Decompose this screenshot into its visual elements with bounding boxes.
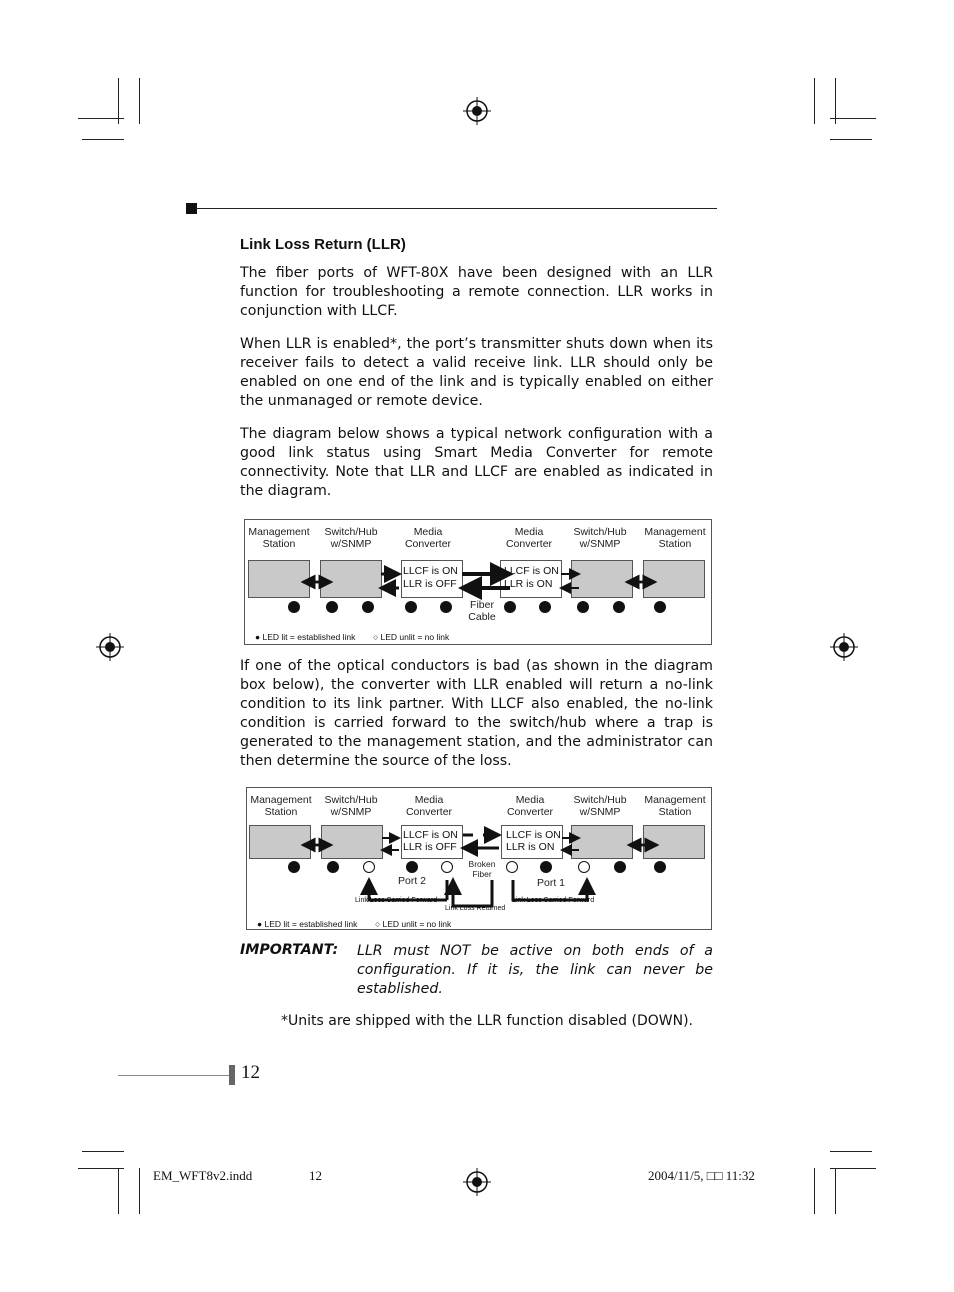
label-management-station: Management Station: [250, 794, 312, 818]
legend-lit: ● LED lit = established link: [257, 919, 358, 929]
diagram-broken-fiber: [246, 787, 712, 930]
slug-page: 12: [309, 1168, 322, 1183]
converter-box: LLCF is ON LLR is OFF: [401, 825, 463, 859]
carried-forward-left: Link Loss Carried Forward: [355, 897, 438, 904]
important-text: LLR must NOT be active on both ends of a configuration. If it is, the link can never be established.: [357, 943, 713, 997]
label-management-station: Management Station: [644, 794, 706, 818]
registration-mark-icon: [462, 1167, 492, 1197]
registration-mark-icon: [95, 632, 125, 662]
slug-file: EM_WFT8v2.indd: [153, 1168, 253, 1183]
converter-box: LLCF is ON LLR is ON: [501, 825, 563, 859]
important-label: IMPORTANT:: [240, 942, 339, 958]
label-media-converter: Media Converter: [506, 794, 554, 818]
connection-arrows: [245, 520, 711, 644]
slug-date: 2004/11/5, □□ 11:32: [648, 1168, 755, 1183]
diagram-good-link: [244, 519, 712, 645]
port-2-label: Port 2: [397, 875, 426, 887]
header-rule: [196, 208, 717, 209]
paragraph-3: The diagram below shows a typical network configuration with a good link status using Smart Media Converter for remote connectivity. Note that LLR and LLCF are enabled as indicated in the diagram.: [240, 426, 713, 499]
registration-mark-icon: [829, 632, 859, 662]
carried-forward-right: Link Loss Carried Forward: [512, 897, 595, 904]
page-number-rule: [118, 1075, 230, 1076]
paragraph-4: If one of the optical conductors is bad (as shown in the diagram box below), the converter with LLR enabled will return a no-link condition to its link partner. With LLCF also enabled, the no-link condition is carried forward to the switch/hub where a trap is generated to the management station, and the administrator can then determine the source of the loss.: [240, 658, 713, 769]
label-management-station: Management Station: [248, 526, 310, 550]
label-media-converter: Media Converter: [505, 526, 553, 550]
label-switch-hub: Switch/Hub w/SNMP: [324, 794, 378, 818]
label-switch-hub: Switch/Hub w/SNMP: [324, 526, 378, 550]
label-switch-hub: Switch/Hub w/SNMP: [573, 794, 627, 818]
converter-box: LLCF is ON LLR is OFF: [401, 560, 463, 598]
footnote: *Units are shipped with the LLR function disabled (DOWN).: [281, 1013, 693, 1029]
legend-unlit: ○ LED unlit = no link: [375, 919, 452, 929]
port-1-label: Port 1: [536, 877, 565, 889]
label-management-station: Management Station: [644, 526, 706, 550]
page-number-bar: [229, 1065, 235, 1085]
page-number: 12: [241, 1062, 260, 1083]
broken-fiber-label: Broken Fiber: [468, 859, 496, 879]
legend-unlit: ○ LED unlit = no link: [373, 632, 450, 642]
fiber-cable-label: Fiber Cable: [468, 599, 496, 623]
registration-mark-icon: [462, 96, 492, 126]
converter-box: LLCF is ON LLR is ON: [500, 560, 562, 598]
label-media-converter: Media Converter: [405, 794, 453, 818]
label-media-converter: Media Converter: [404, 526, 452, 550]
section-title: Link Loss Return (LLR): [240, 236, 406, 253]
paragraph-2: When LLR is enabled*, the port’s transmitter shuts down when its receiver fails to detect a valid receive link. LLR should only be enabled on one end of the link and is typically enabled on either the unmanaged or remote device.: [240, 336, 713, 409]
legend-lit: ● LED lit = established link: [255, 632, 356, 642]
paragraph-1: The fiber ports of WFT-80X have been designed with an LLR function for troubleshooting a remote connection. LLR works in conjunction with LLCF.: [240, 265, 713, 319]
link-loss-returned: Link Loss Returned: [445, 905, 506, 912]
label-switch-hub: Switch/Hub w/SNMP: [573, 526, 627, 550]
